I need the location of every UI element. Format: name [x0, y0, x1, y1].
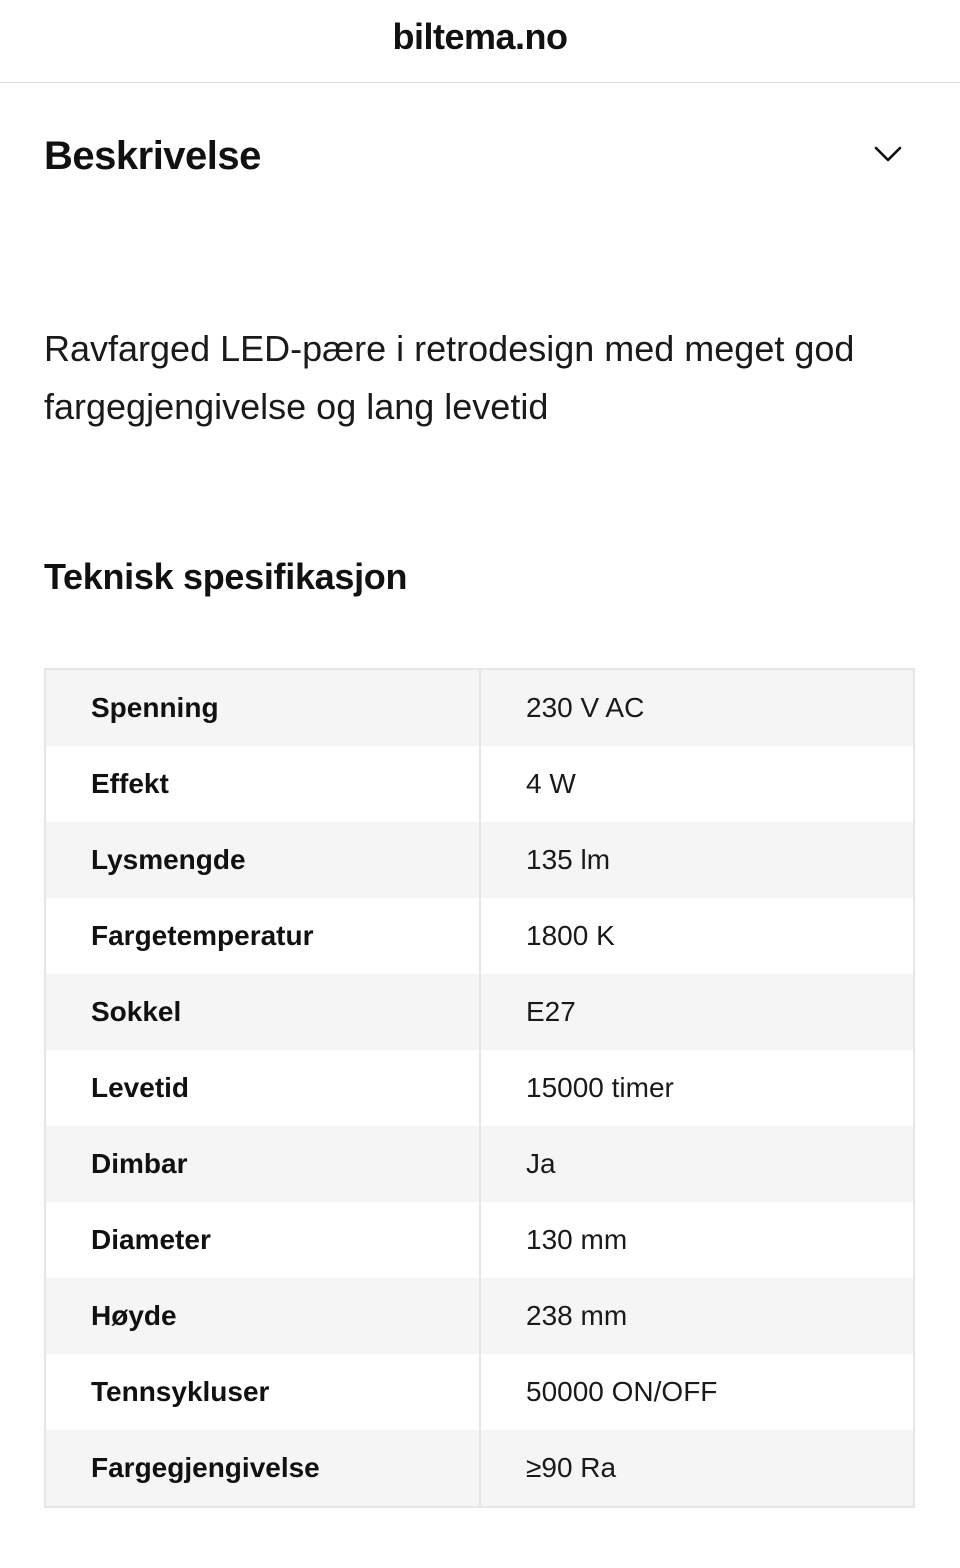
- spec-value: 4 W: [526, 768, 576, 799]
- spec-label: Lysmengde: [46, 822, 481, 898]
- spec-label: Spenning: [46, 670, 481, 746]
- spec-value: 130 mm: [526, 1224, 628, 1255]
- product-description: Ravfarged LED-pære i retrodesign med meget god fargegjengivelse og lang levetid: [44, 328, 855, 427]
- spec-value: 135 lm: [526, 844, 611, 875]
- table-row: [46, 1354, 913, 1430]
- table-row: [46, 1430, 913, 1506]
- spec-label: Tennsykluser: [46, 1354, 481, 1430]
- table-row: [46, 1050, 913, 1126]
- table-row: [46, 974, 913, 1050]
- spec-table: [44, 668, 915, 1508]
- spec-value: ≥90 Ra: [526, 1452, 617, 1483]
- spec-value: 230 V AC: [526, 692, 645, 723]
- site-domain: biltema.no: [392, 16, 568, 57]
- table-row: [46, 822, 913, 898]
- spec-label: Effekt: [46, 746, 481, 822]
- spec-value: 15000 timer: [526, 1072, 674, 1103]
- spec-value: 1800 K: [526, 920, 615, 951]
- table-row: [46, 1126, 913, 1202]
- spec-label: Fargetemperatur: [46, 898, 481, 974]
- spec-label: Diameter: [46, 1202, 481, 1278]
- table-row: [46, 1202, 913, 1278]
- table-row: [46, 1278, 913, 1354]
- spec-title: Teknisk spesifikasjon: [44, 556, 408, 597]
- spec-label: Sokkel: [46, 974, 481, 1050]
- spec-label: Fargegjengivelse: [46, 1430, 481, 1506]
- table-row: [46, 670, 913, 746]
- table-row: [46, 746, 913, 822]
- description-title: Beskrivelse: [44, 133, 261, 178]
- description-accordion-header[interactable]: [44, 128, 916, 184]
- spec-label: Høyde: [46, 1278, 481, 1354]
- spec-value: E27: [526, 996, 576, 1027]
- browser-address-bar[interactable]: [0, 0, 960, 83]
- chevron-down-icon[interactable]: [872, 138, 904, 170]
- spec-label: Levetid: [46, 1050, 481, 1126]
- spec-value: 50000 ON/OFF: [526, 1376, 718, 1407]
- spec-label: Dimbar: [46, 1126, 481, 1202]
- spec-value: Ja: [526, 1148, 556, 1179]
- spec-value: 238 mm: [526, 1300, 628, 1331]
- table-row: [46, 898, 913, 974]
